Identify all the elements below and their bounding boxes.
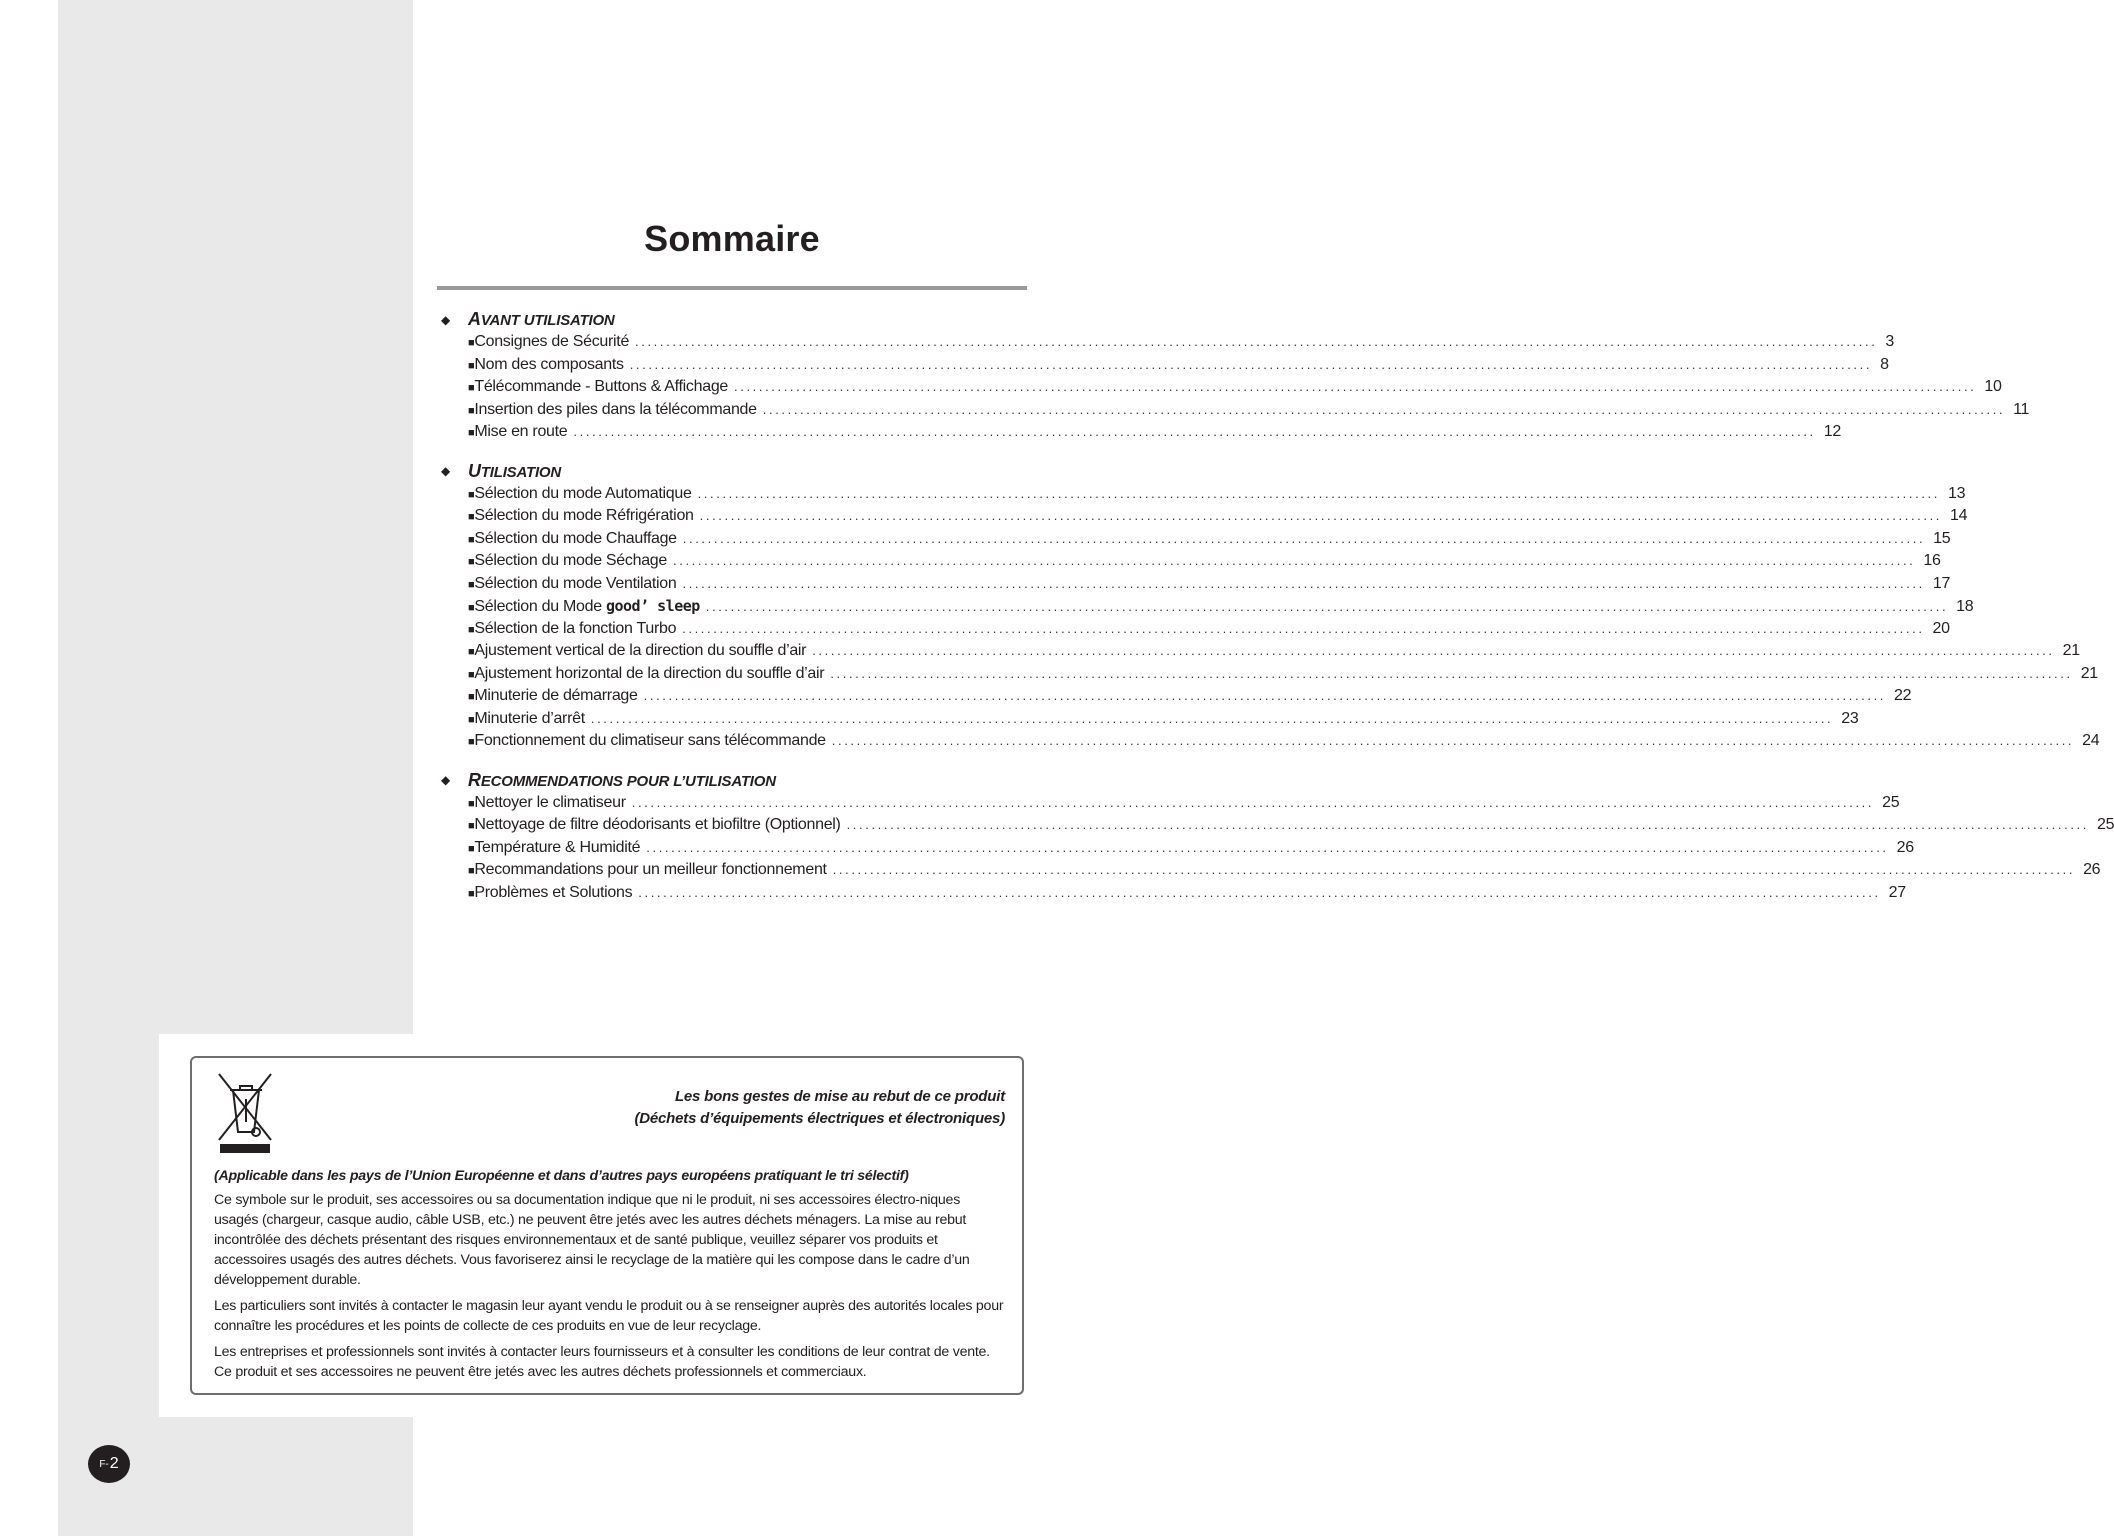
toc-entry[interactable]: ■ Sélection du Mode good’ sleep ........................................................................................................................................................................................................ 18 [468,597,1974,615]
leader-dots: ........................................................................................................................................................................................................ [590,710,1834,726]
toc-entry[interactable]: ■ Sélection du mode Séchage ........................................................................................................................................................................................................ 16 [468,552,1941,569]
square-bullet-icon: ■ [468,887,475,900]
square-bullet-icon: ■ [468,820,475,832]
diamond-bullet-icon: ◆ [441,464,451,478]
square-bullet-icon: ■ [468,797,475,810]
page-ref: 11 [2013,400,2030,418]
leader-dots: ........................................................................................................................................................................................................ [682,530,1926,546]
page-ref: 27 [1888,883,1906,901]
square-bullet-icon: ■ [468,578,475,591]
toc-section [437,767,2114,907]
page-ref: 17 [1932,574,1951,592]
square-bullet-icon: ■ [468,382,475,394]
page-ref: 25 [2096,816,2114,833]
toc-entry[interactable]: ■ Fonctionnement du climatiseur sans télécommande ........................................................................................................................................................................................................ 24 [468,732,2100,749]
page-ref: 26 [1896,838,1914,856]
leader-dots: ........................................................................................................................................................................................................ [629,356,1873,372]
notice-paragraph: Ce symbole sur le produit, ses accessoires ou sa documentation indique que ni le produit, ni ses accessoires électro-niques usagés (chargeur, casque audio, câble USB, etc.) ne peuvent être jetés avec les autres déchets ménagers. La mise au rebut incontrôlée des déchets présentant des risques environnementaux et de santé publique, veuillez séparer vos produits et accessoires usagés des autres déchets. Vous favoriserez ainsi le recyclage de la matière qui les compose dans le cadre d’un développement durable. [214,1192,970,1288]
toc-entry[interactable]: ■ Télécommande - Buttons & Affichage ........................................................................................................................................................................................................ 10 [468,378,2002,395]
page-ref: 3 [1885,333,1895,350]
page-title: Sommaire [644,218,820,259]
notice-heading: Les bons gestes de mise au rebut de ce produit (Déchets d’équipements électriques et électroniques) [634,1088,1005,1127]
toc-entry[interactable]: ■ Température & Humidité ........................................................................................................................................................................................................ 26 [468,838,1914,856]
toc-entry[interactable]: ■ Mise en route ........................................................................................................................................................................................................ 12 [468,423,1841,440]
section-title: UTILISATION [468,460,562,481]
toc-entry[interactable]: ■ Sélection du mode Ventilation ........................................................................................................................................................................................................ 17 [468,574,1951,592]
toc-entry[interactable]: ■ Recommandations pour un meilleur fonctionnement ........................................................................................................................................................................................................ 26 [468,861,2101,878]
toc-entry[interactable]: ■ Nettoyage de filtre déodorisants et biofiltre (Optionnel) ........................................................................................................................................................................................................ 25 [468,816,2114,833]
page-ref: 15 [1933,529,1951,547]
toc-entry[interactable]: ■ Minuterie de démarrage ........................................................................................................................................................................................................ 22 [468,687,1912,704]
leader-dots: ........................................................................................................................................................................................................ [812,643,2055,658]
leader-dots: ........................................................................................................................................................................................................ [734,379,1977,394]
diamond-bullet-icon: ◆ [441,312,451,327]
square-bullet-icon: ■ [468,646,475,658]
leader-dots: ........................................................................................................................................................................................................ [643,688,1887,703]
leader-dots: ........................................................................................................................................................................................................ [682,620,1925,636]
weee-disposal-notice [190,1056,1024,1395]
page-ref: 16 [1923,552,1941,569]
leader-dots: ........................................................................................................................................................................................................ [673,553,1916,568]
page-ref: 18 [1956,598,1974,615]
square-bullet-icon: ■ [468,427,475,439]
notice-subheading: (Applicable dans les pays de l’Union Européenne et dans d’autres pays européens pratiquant le tri sélectif) [214,1168,909,1184]
section-title: RECOMMENDATIONS POUR L’UTILISATION [468,769,776,790]
page-ref: 10 [1984,378,2002,395]
toc-entry[interactable]: ■ Nettoyer le climatiseur ........................................................................................................................................................................................................ 25 [468,793,1900,811]
square-bullet-icon: ■ [468,713,475,726]
leader-dots: ........................................................................................................................................................................................................ [830,665,2073,681]
page-ref: 26 [2083,861,2101,878]
toc-entry[interactable]: ■ Sélection du mode Automatique ........................................................................................................................................................................................................ 13 [468,484,1966,502]
notice-paragraph: Les entreprises et professionnels sont invités à contacter leurs fournisseurs et à consulter les conditions de leur contrat de vente. Ce produit et ses accessoires ne peuvent être jetés avec les autres déchets professionnels et commerciaux. [214,1344,990,1380]
square-bullet-icon: ■ [468,865,475,877]
diamond-bullet-icon: ◆ [441,773,451,787]
leader-dots: ........................................................................................................................................................................................................ [831,733,2075,748]
square-bullet-icon: ■ [468,691,475,703]
page-ref: 8 [1880,355,1889,373]
table-of-contents [437,306,2114,918]
square-bullet-icon: ■ [468,337,475,349]
page-ref: 12 [1823,423,1841,440]
square-bullet-icon: ■ [468,359,475,372]
toc-entry[interactable]: ■ Insertion des piles dans la télécommande ........................................................................................................................................................................................................ 11 [468,400,2030,418]
section-header [437,767,1017,794]
square-bullet-icon: ■ [468,511,475,523]
page-ref: 20 [1932,619,1950,637]
toc-entry[interactable]: ■ Nom des composants ........................................................................................................................................................................................................ 8 [468,355,1889,373]
page-number-badge: F- 2 [88,1445,130,1483]
leader-dots: ........................................................................................................................................................................................................ [638,884,1881,900]
page-ref: 22 [1894,687,1912,704]
page-ref: 13 [1947,484,1966,502]
square-bullet-icon: ■ [468,488,475,501]
leader-dots: ........................................................................................................................................................................................................ [705,599,1949,614]
section-header [437,458,1017,485]
toc-entry[interactable]: ■ Ajustement vertical de la direction du souffle d’air ........................................................................................................................................................................................................ 21 [468,642,2080,659]
square-bullet-icon: ■ [468,736,475,748]
page-ref: 21 [2062,642,2080,659]
square-bullet-icon: ■ [468,533,475,546]
leader-dots: ........................................................................................................................................................................................................ [697,485,1940,501]
leader-dots: ........................................................................................................................................................................................................ [846,817,2089,832]
notice-body [214,1166,1005,1388]
toc-section [437,458,2100,755]
toc-entry[interactable]: ■ Problèmes et Solutions ........................................................................................................................................................................................................ 27 [468,883,1906,901]
leader-dots: ........................................................................................................................................................................................................ [573,424,1816,439]
page-ref: 14 [1950,507,1968,524]
page-ref: 25 [1882,793,1900,811]
leader-dots: ........................................................................................................................................................................................................ [635,334,1878,349]
square-bullet-icon: ■ [468,556,475,568]
square-bullet-icon: ■ [468,842,475,855]
toc-entry[interactable]: ■ Sélection du mode Réfrigération ........................................................................................................................................................................................................ 14 [468,507,1968,524]
page-ref: 24 [2082,732,2100,749]
toc-entry[interactable]: ■ Sélection du mode Chauffage ........................................................................................................................................................................................................ 15 [468,529,1951,547]
square-bullet-icon: ■ [468,623,475,636]
section-title: AVANT UTILISATION [468,309,615,329]
good-sleep-logotype: good’ sleep [605,597,700,615]
leader-dots: ........................................................................................................................................................................................................ [699,508,1943,523]
toc-section [437,306,2030,446]
toc-entry[interactable]: ■ Minuterie d’arrêt ........................................................................................................................................................................................................ 23 [468,709,1859,727]
leader-dots: ........................................................................................................................................................................................................ [631,794,1875,810]
toc-entry[interactable]: ■ Consignes de Sécurité ........................................................................................................................................................................................................ 3 [468,333,1895,350]
page-ref: 23 [1841,709,1859,727]
section-header [437,306,1017,333]
crossed-out-bin-icon [216,1070,274,1156]
toc-entry[interactable]: ■ Sélection de la fonction Turbo ........................................................................................................................................................................................................ 20 [468,619,1950,637]
page-ref: 21 [2080,664,2098,682]
leader-dots: ........................................................................................................................................................................................................ [762,401,2006,417]
leader-dots: ........................................................................................................................................................................................................ [832,862,2076,877]
square-bullet-icon: ■ [468,602,475,614]
leader-dots: ........................................................................................................................................................................................................ [646,839,1889,855]
leader-dots: ........................................................................................................................................................................................................ [682,575,1925,591]
square-bullet-icon: ■ [468,668,475,681]
notice-paragraph: Les particuliers sont invités à contacter le magasin leur ayant vendu le produit ou à se renseigner auprès des autorités locales pour connaître les procédures et les points de collecte de ces produits en vue de leur recyclage. [214,1298,1004,1334]
square-bullet-icon: ■ [468,404,475,417]
title-rule [437,286,1027,290]
toc-entry[interactable]: ■ Ajustement horizontal de la direction du souffle d’air ........................................................................................................................................................................................................ 21 [468,664,2098,682]
